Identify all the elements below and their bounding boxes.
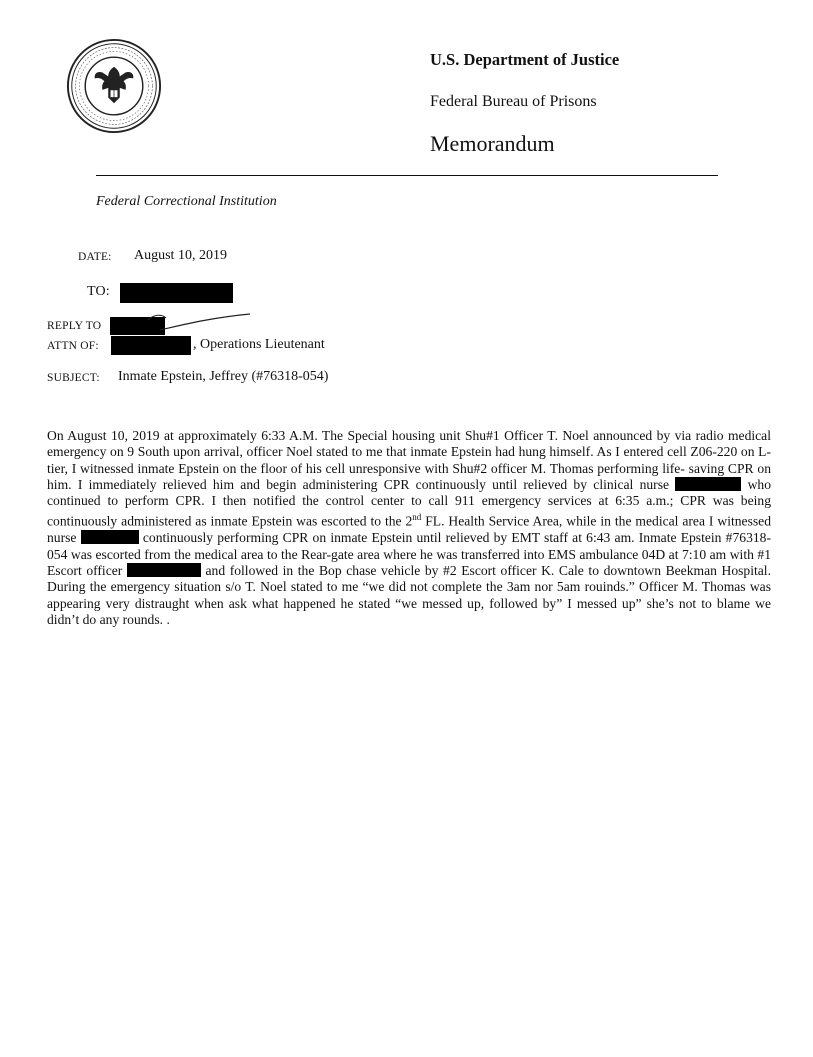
body-segment: who continued to perform CPR. I then notified the control center to call 911 emergency services at 6:35 a.m.; CPR was being continuously administered as inmate Epstein was escorted to the 2 [47,476,771,530]
body-segment: On August 10, 2019 at approximately 6:33 A.M. The Special housing unit Shu#1 Officer T. Noel announced by via radio medical emergency on 9 South upon arrival, officer Noel stated to me that inmate Epstein had hung himself. As I entered cell Z06-220 on L-tier, I witnessed inmate Epstein on the floor of his cell unresponsive with Shu#2 officer M. Thomas performing life- saving CPR on him. I immediately relieved him and begin administering CPR continuously until relieved by clinical nurse [47,428,771,492]
subject-label: SUBJECT: [47,372,100,384]
redaction-nurse-1 [675,477,741,491]
header-divider [96,175,718,176]
body-segment: and followed in the Bop chase vehicle by #2 Escort officer K. Cale to downtown Beekman Hospital. During the emergency situation s/o T. Noel stated to me “we did not complete the 3am nor 5am rouinds.” Officer M. Thomas was appearing very distraught when ask what happened he stated “we messed up, followed by” I messed up” she’s not to blame we didn’t do any rounds. . [47,562,771,627]
redaction-to [120,283,233,303]
to-label: TO: [87,284,110,299]
ordinal-suffix: nd [412,512,422,523]
reply-to-label: REPLY TO [47,320,102,332]
attn-of-label: ATTN OF: [47,340,99,352]
agency-name: U.S. Department of Justice [430,50,620,69]
doj-seal-logo [66,38,162,134]
bureau-name: Federal Bureau of Prisons [430,93,597,110]
memo-body [47,428,771,628]
redaction-escort-officer [127,563,201,577]
date-label: DATE: [78,251,112,263]
institution-name: Federal Correctional Institution [96,194,277,209]
body-segment: FL. Health Service Area, while in the medical area I witnessed nurse [47,514,771,546]
body-segment: continuously performing CPR on inmate Epstein until relieved by EMT staff at 6:43 am. Inmate Epstein #76318-054 was escorted from the medical area to the Rear-gate area where he was transferred into EMS ambulance 04D at 7:10 am with #1 Escort officer [47,530,771,578]
attn-title: , Operations Lieutenant [193,337,325,352]
date-value: August 10, 2019 [134,248,227,263]
document-type: Memorandum [430,131,555,156]
redaction-nurse-2 [81,530,139,544]
subject-value: Inmate Epstein, Jeffrey (#76318-054) [118,369,329,384]
